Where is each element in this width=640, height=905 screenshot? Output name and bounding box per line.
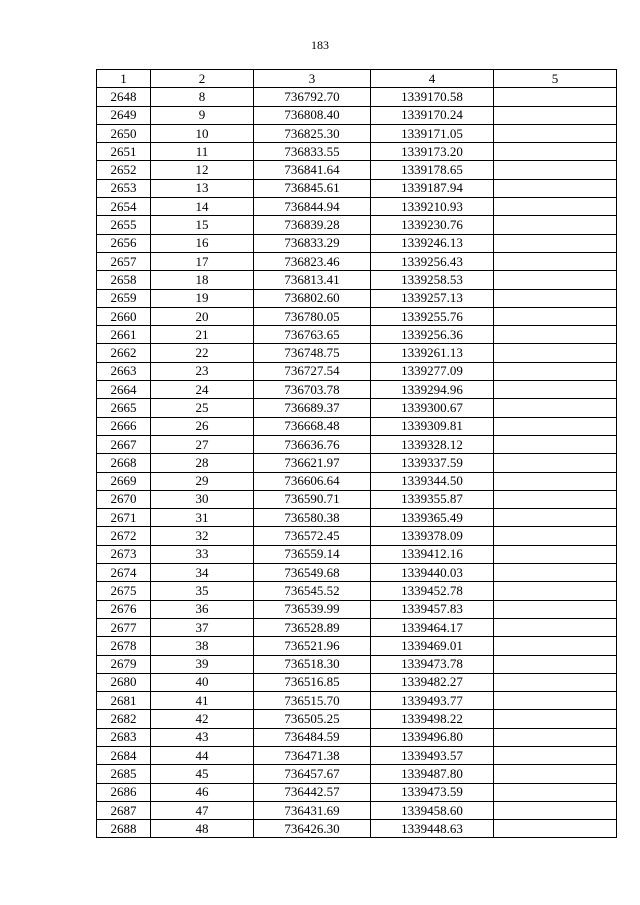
table-cell: 46	[151, 783, 254, 801]
table-cell	[494, 673, 617, 691]
table-body	[97, 88, 617, 838]
table-cell: 12	[151, 161, 254, 179]
table-row	[97, 234, 617, 252]
table-cell: 35	[151, 582, 254, 600]
table-cell: 2676	[97, 600, 151, 618]
table-cell	[494, 381, 617, 399]
table-cell: 17	[151, 252, 254, 270]
table-cell: 2679	[97, 655, 151, 673]
table-cell: 1339464.17	[371, 618, 494, 636]
table-row	[97, 179, 617, 197]
table-cell: 22	[151, 344, 254, 362]
table-cell: 41	[151, 692, 254, 710]
table-row	[97, 472, 617, 490]
table-cell	[494, 106, 617, 124]
table-cell: 2674	[97, 564, 151, 582]
table-cell: 1339493.57	[371, 746, 494, 764]
table-row	[97, 216, 617, 234]
table-cell: 1339277.09	[371, 362, 494, 380]
table-cell	[494, 216, 617, 234]
table-cell	[494, 307, 617, 325]
table-cell: 33	[151, 545, 254, 563]
table-cell: 736505.25	[254, 710, 371, 728]
table-cell	[494, 600, 617, 618]
table-row	[97, 490, 617, 508]
table-cell: 1339458.60	[371, 801, 494, 819]
table-cell: 2662	[97, 344, 151, 362]
table-cell: 24	[151, 381, 254, 399]
table-cell: 1339171.05	[371, 124, 494, 142]
table-row	[97, 252, 617, 270]
table-cell: 14	[151, 198, 254, 216]
table-cell: 31	[151, 509, 254, 527]
table-row	[97, 765, 617, 783]
table-cell: 2663	[97, 362, 151, 380]
table-cell: 2687	[97, 801, 151, 819]
table-cell: 1339473.59	[371, 783, 494, 801]
table-cell: 2670	[97, 490, 151, 508]
table-cell: 2652	[97, 161, 151, 179]
table-row	[97, 289, 617, 307]
table-cell: 1339493.77	[371, 692, 494, 710]
table-row	[97, 271, 617, 289]
table-cell: 736516.85	[254, 673, 371, 691]
table-cell: 1339256.43	[371, 252, 494, 270]
table-row	[97, 417, 617, 435]
table-cell: 11	[151, 143, 254, 161]
column-header: 4	[371, 70, 494, 88]
table-cell: 736748.75	[254, 344, 371, 362]
table-cell: 736431.69	[254, 801, 371, 819]
table-row	[97, 161, 617, 179]
table-cell: 1339457.83	[371, 600, 494, 618]
table-cell: 736703.78	[254, 381, 371, 399]
table-cell: 1339230.76	[371, 216, 494, 234]
table-cell: 736572.45	[254, 527, 371, 545]
table-cell: 736457.67	[254, 765, 371, 783]
table-cell: 736515.70	[254, 692, 371, 710]
table-row	[97, 344, 617, 362]
table-cell: 736621.97	[254, 454, 371, 472]
table-cell: 39	[151, 655, 254, 673]
table-cell: 1339448.63	[371, 820, 494, 838]
table-cell: 2660	[97, 307, 151, 325]
table-cell: 1339496.80	[371, 728, 494, 746]
table-cell: 736559.14	[254, 545, 371, 563]
table-cell: 736539.99	[254, 600, 371, 618]
table-cell: 2678	[97, 637, 151, 655]
table-cell: 736471.38	[254, 746, 371, 764]
table-cell: 736590.71	[254, 490, 371, 508]
table-cell: 736636.76	[254, 435, 371, 453]
table-row	[97, 106, 617, 124]
table-cell	[494, 252, 617, 270]
table-row	[97, 88, 617, 106]
table-row	[97, 820, 617, 838]
table-cell: 2667	[97, 435, 151, 453]
table-cell	[494, 564, 617, 582]
table-cell: 1339378.09	[371, 527, 494, 545]
table-cell: 2680	[97, 673, 151, 691]
table-cell	[494, 618, 617, 636]
table-row	[97, 381, 617, 399]
table-cell: 1339309.81	[371, 417, 494, 435]
table-cell: 21	[151, 326, 254, 344]
table-cell	[494, 161, 617, 179]
table-cell: 736580.38	[254, 509, 371, 527]
table-row	[97, 600, 617, 618]
table-cell: 2668	[97, 454, 151, 472]
table-cell: 37	[151, 618, 254, 636]
table-cell: 736521.96	[254, 637, 371, 655]
table-cell: 1339344.50	[371, 472, 494, 490]
table-cell: 2649	[97, 106, 151, 124]
table-cell: 1339170.24	[371, 106, 494, 124]
table-cell: 1339328.12	[371, 435, 494, 453]
table-cell: 1339255.76	[371, 307, 494, 325]
table-cell: 2653	[97, 179, 151, 197]
table-cell: 2661	[97, 326, 151, 344]
column-header: 1	[97, 70, 151, 88]
table-cell: 18	[151, 271, 254, 289]
table-cell: 1339300.67	[371, 399, 494, 417]
table-cell	[494, 435, 617, 453]
table-cell: 1339173.20	[371, 143, 494, 161]
table-cell: 736823.46	[254, 252, 371, 270]
table-cell: 38	[151, 637, 254, 655]
table-cell: 2686	[97, 783, 151, 801]
table-cell: 2669	[97, 472, 151, 490]
table-cell: 736426.30	[254, 820, 371, 838]
table-cell: 40	[151, 673, 254, 691]
table-row	[97, 673, 617, 691]
table-cell: 2658	[97, 271, 151, 289]
table-cell: 16	[151, 234, 254, 252]
table-cell: 736606.64	[254, 472, 371, 490]
table-cell: 2654	[97, 198, 151, 216]
table-cell	[494, 545, 617, 563]
table-row	[97, 143, 617, 161]
table-row	[97, 801, 617, 819]
table-row	[97, 435, 617, 453]
column-header: 2	[151, 70, 254, 88]
column-header: 3	[254, 70, 371, 88]
table-cell: 736763.65	[254, 326, 371, 344]
table-cell: 2688	[97, 820, 151, 838]
table-cell: 28	[151, 454, 254, 472]
table-cell: 1339473.78	[371, 655, 494, 673]
table-cell: 2650	[97, 124, 151, 142]
table-row	[97, 710, 617, 728]
table-row	[97, 454, 617, 472]
table-cell: 45	[151, 765, 254, 783]
table-cell: 1339170.58	[371, 88, 494, 106]
table-cell: 2651	[97, 143, 151, 161]
header-row	[97, 70, 617, 88]
table-cell: 20	[151, 307, 254, 325]
table-cell: 736780.05	[254, 307, 371, 325]
table-row	[97, 362, 617, 380]
table-cell: 736833.29	[254, 234, 371, 252]
table-cell: 1339256.36	[371, 326, 494, 344]
table-cell	[494, 801, 617, 819]
table-cell: 736689.37	[254, 399, 371, 417]
table-row	[97, 746, 617, 764]
table-cell: 1339246.13	[371, 234, 494, 252]
table-cell: 2684	[97, 746, 151, 764]
table-cell: 2675	[97, 582, 151, 600]
table-cell: 736802.60	[254, 289, 371, 307]
table-cell: 2657	[97, 252, 151, 270]
table-cell	[494, 527, 617, 545]
table-row	[97, 124, 617, 142]
table-cell: 736668.48	[254, 417, 371, 435]
table-cell: 1339257.13	[371, 289, 494, 307]
table-row	[97, 728, 617, 746]
table-cell	[494, 399, 617, 417]
table-cell	[494, 490, 617, 508]
table-cell: 736845.61	[254, 179, 371, 197]
table-cell: 34	[151, 564, 254, 582]
table-cell: 44	[151, 746, 254, 764]
table-cell: 1339261.13	[371, 344, 494, 362]
table-cell: 1339440.03	[371, 564, 494, 582]
table-row	[97, 545, 617, 563]
table-cell: 2671	[97, 509, 151, 527]
table-cell: 736518.30	[254, 655, 371, 673]
table-cell	[494, 746, 617, 764]
table-cell	[494, 655, 617, 673]
table-cell: 10	[151, 124, 254, 142]
table-cell	[494, 344, 617, 362]
table-cell	[494, 783, 617, 801]
table-cell: 736813.41	[254, 271, 371, 289]
coordinates-table	[96, 69, 617, 838]
table-cell	[494, 198, 617, 216]
table-cell: 1339412.16	[371, 545, 494, 563]
table-cell: 1339452.78	[371, 582, 494, 600]
table-cell: 2664	[97, 381, 151, 399]
table-cell: 736549.68	[254, 564, 371, 582]
table-cell	[494, 362, 617, 380]
table-cell	[494, 271, 617, 289]
table-cell: 9	[151, 106, 254, 124]
table-row	[97, 582, 617, 600]
table-cell: 1339365.49	[371, 509, 494, 527]
table-cell	[494, 728, 617, 746]
table-cell: 1339294.96	[371, 381, 494, 399]
table-cell	[494, 124, 617, 142]
table-cell: 30	[151, 490, 254, 508]
table-cell: 29	[151, 472, 254, 490]
table-cell: 736442.57	[254, 783, 371, 801]
table-cell: 736839.28	[254, 216, 371, 234]
table-cell	[494, 143, 617, 161]
table-row	[97, 399, 617, 417]
table-row	[97, 637, 617, 655]
table-cell	[494, 582, 617, 600]
table-cell	[494, 637, 617, 655]
table-cell	[494, 88, 617, 106]
table-cell: 15	[151, 216, 254, 234]
table-cell	[494, 692, 617, 710]
table-cell: 736841.64	[254, 161, 371, 179]
table-cell: 19	[151, 289, 254, 307]
table-row	[97, 783, 617, 801]
table-cell: 32	[151, 527, 254, 545]
table-cell	[494, 179, 617, 197]
table-cell	[494, 710, 617, 728]
table-cell: 2672	[97, 527, 151, 545]
table-cell: 736808.40	[254, 106, 371, 124]
table-row	[97, 198, 617, 216]
table-row	[97, 509, 617, 527]
table-cell: 736825.30	[254, 124, 371, 142]
table-cell: 736833.55	[254, 143, 371, 161]
page-number: 183	[311, 38, 329, 52]
table-cell: 1339210.93	[371, 198, 494, 216]
table-row	[97, 618, 617, 636]
table-cell: 2685	[97, 765, 151, 783]
table-cell: 27	[151, 435, 254, 453]
table-cell: 2656	[97, 234, 151, 252]
table-row	[97, 307, 617, 325]
table-cell: 1339482.27	[371, 673, 494, 691]
table-cell: 1339178.65	[371, 161, 494, 179]
table-header	[97, 70, 617, 88]
table-cell	[494, 472, 617, 490]
table-cell: 47	[151, 801, 254, 819]
column-header: 5	[494, 70, 617, 88]
table-cell: 1339187.94	[371, 179, 494, 197]
table-cell: 26	[151, 417, 254, 435]
table-cell: 2682	[97, 710, 151, 728]
table-row	[97, 564, 617, 582]
table-cell: 736484.59	[254, 728, 371, 746]
table-cell: 1339498.22	[371, 710, 494, 728]
table-cell: 2655	[97, 216, 151, 234]
table-cell: 2681	[97, 692, 151, 710]
table-cell: 2677	[97, 618, 151, 636]
table-cell: 23	[151, 362, 254, 380]
table-row	[97, 655, 617, 673]
table-cell: 736545.52	[254, 582, 371, 600]
table-cell	[494, 234, 617, 252]
table-cell	[494, 820, 617, 838]
table-cell: 43	[151, 728, 254, 746]
table-cell: 2665	[97, 399, 151, 417]
table-cell: 42	[151, 710, 254, 728]
table-cell: 2666	[97, 417, 151, 435]
table-cell	[494, 454, 617, 472]
table-cell: 736844.94	[254, 198, 371, 216]
table-row	[97, 692, 617, 710]
table-cell	[494, 765, 617, 783]
table-cell: 736727.54	[254, 362, 371, 380]
table-cell	[494, 326, 617, 344]
table-cell: 1339487.80	[371, 765, 494, 783]
table-cell	[494, 417, 617, 435]
table-row	[97, 326, 617, 344]
table-cell: 25	[151, 399, 254, 417]
table-cell: 1339337.59	[371, 454, 494, 472]
table-cell: 2659	[97, 289, 151, 307]
table-row	[97, 527, 617, 545]
table-cell: 1339355.87	[371, 490, 494, 508]
table-cell: 1339258.53	[371, 271, 494, 289]
table-cell: 2648	[97, 88, 151, 106]
table-cell: 13	[151, 179, 254, 197]
table-cell	[494, 509, 617, 527]
table-cell: 736792.70	[254, 88, 371, 106]
table-cell	[494, 289, 617, 307]
table-cell: 2683	[97, 728, 151, 746]
table-cell: 736528.89	[254, 618, 371, 636]
table-cell: 8	[151, 88, 254, 106]
table-cell: 36	[151, 600, 254, 618]
table-cell: 2673	[97, 545, 151, 563]
table-cell: 48	[151, 820, 254, 838]
table-cell: 1339469.01	[371, 637, 494, 655]
